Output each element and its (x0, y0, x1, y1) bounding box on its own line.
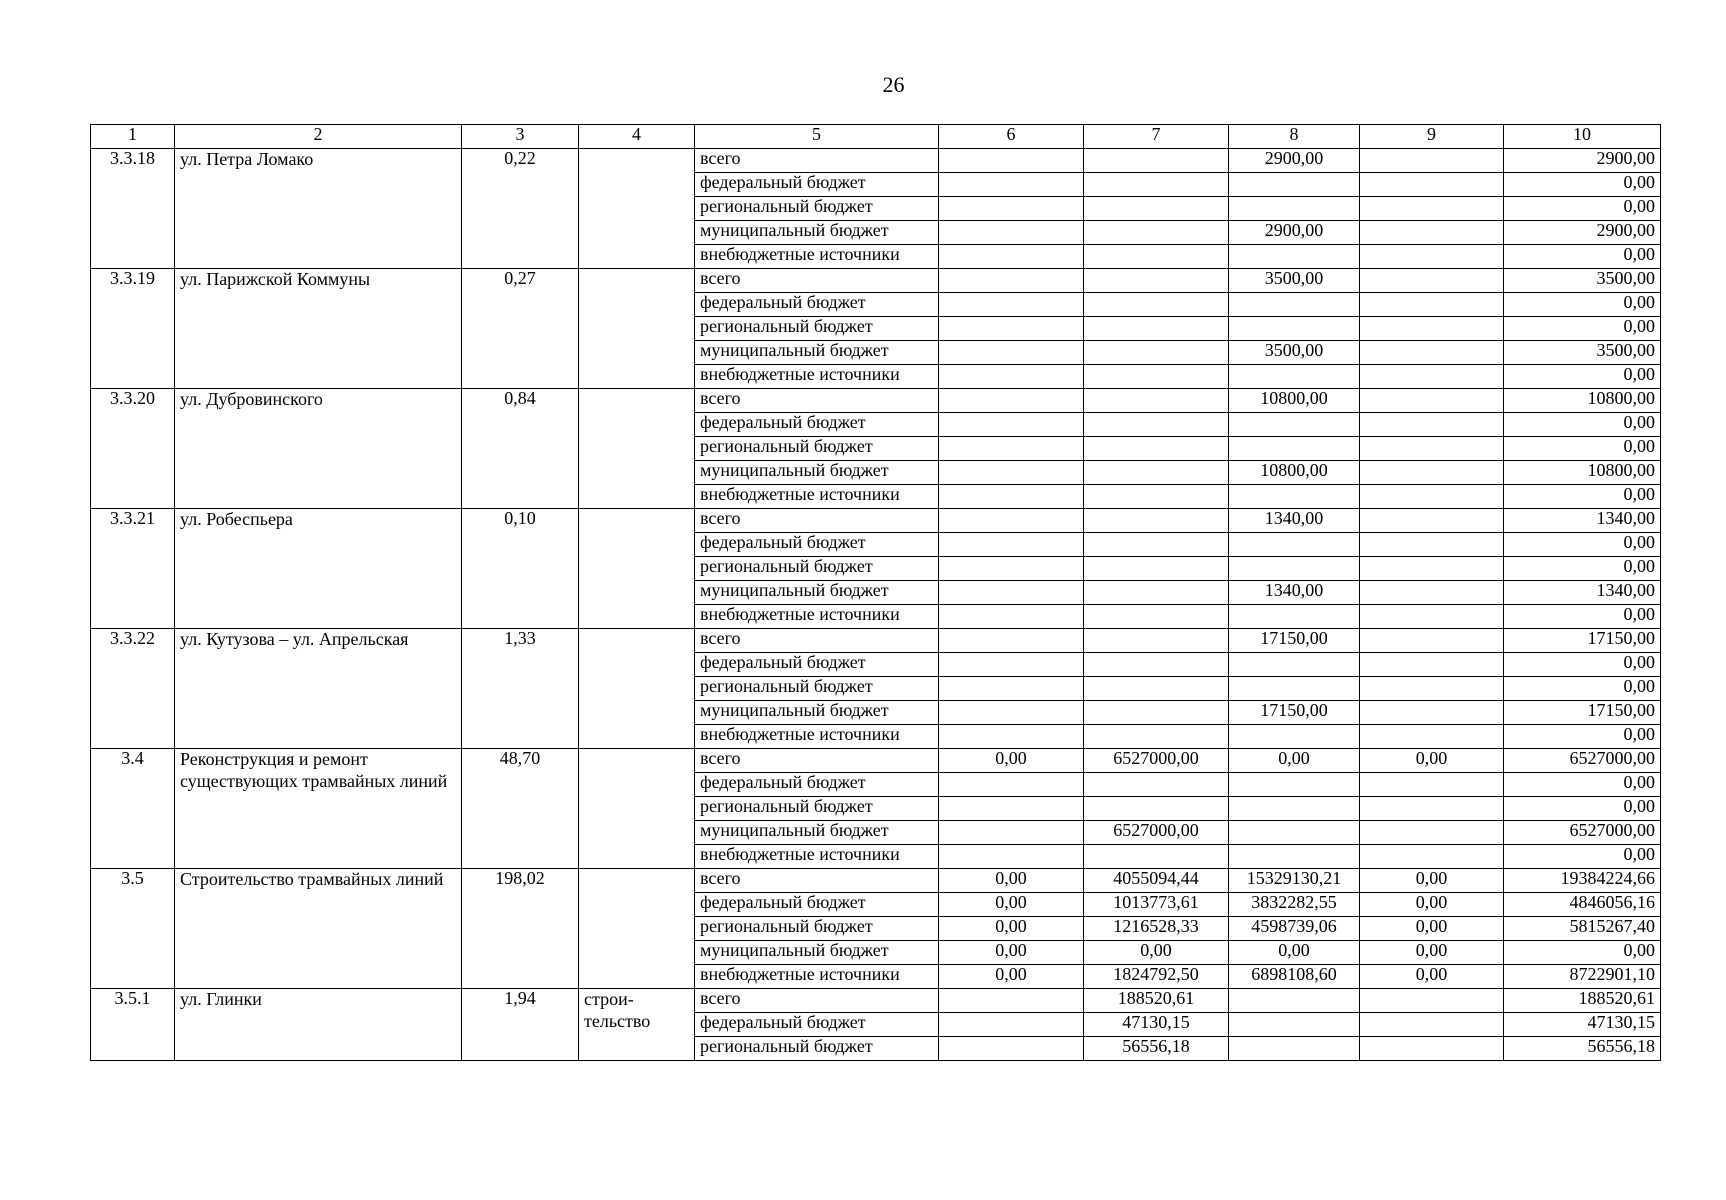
value-col-10: 6527000,00 (1504, 749, 1661, 773)
item-length: 0,27 (462, 269, 579, 389)
value-col-10: 0,00 (1504, 773, 1661, 797)
table-row (91, 869, 1661, 893)
funding-source: всего (695, 869, 939, 893)
value-col-7: 0,00 (1084, 941, 1229, 965)
value-col-6 (939, 509, 1084, 533)
value-col-6 (939, 389, 1084, 413)
table-row (91, 149, 1661, 173)
table-body (91, 149, 1661, 1061)
item-name: ул. Дубровинского (175, 389, 462, 509)
value-col-9 (1360, 365, 1504, 389)
value-col-6 (939, 773, 1084, 797)
value-col-8 (1229, 653, 1360, 677)
value-col-6 (939, 461, 1084, 485)
value-col-6 (939, 437, 1084, 461)
value-col-10: 0,00 (1504, 677, 1661, 701)
value-col-8: 0,00 (1229, 941, 1360, 965)
funding-source: региональный бюджет (695, 197, 939, 221)
value-col-10: 0,00 (1504, 413, 1661, 437)
table-row (91, 269, 1661, 293)
value-col-9 (1360, 1037, 1504, 1061)
value-col-6 (939, 1037, 1084, 1061)
value-col-7 (1084, 629, 1229, 653)
item-length: 1,94 (462, 989, 579, 1061)
table-row (91, 749, 1661, 773)
value-col-10: 0,00 (1504, 605, 1661, 629)
value-col-10: 3500,00 (1504, 341, 1661, 365)
item-work-type (579, 149, 695, 269)
item-work-type (579, 869, 695, 989)
funding-source: муниципальный бюджет (695, 941, 939, 965)
value-col-9 (1360, 389, 1504, 413)
value-col-8 (1229, 725, 1360, 749)
value-col-10: 6527000,00 (1504, 821, 1661, 845)
funding-source: всего (695, 269, 939, 293)
value-col-9 (1360, 269, 1504, 293)
funding-source: муниципальный бюджет (695, 221, 939, 245)
value-col-9: 0,00 (1360, 749, 1504, 773)
value-col-10: 17150,00 (1504, 629, 1661, 653)
value-col-7: 1216528,33 (1084, 917, 1229, 941)
value-col-9 (1360, 773, 1504, 797)
value-col-10: 17150,00 (1504, 701, 1661, 725)
value-col-10: 0,00 (1504, 365, 1661, 389)
item-work-type (579, 269, 695, 389)
value-col-7 (1084, 653, 1229, 677)
funding-source: региональный бюджет (695, 557, 939, 581)
value-col-6: 0,00 (939, 917, 1084, 941)
value-col-6 (939, 989, 1084, 1013)
value-col-8: 0,00 (1229, 749, 1360, 773)
value-col-9 (1360, 989, 1504, 1013)
value-col-10: 0,00 (1504, 245, 1661, 269)
item-length: 0,22 (462, 149, 579, 269)
funding-source: всего (695, 749, 939, 773)
funding-source: внебюджетные источники (695, 485, 939, 509)
item-name: ул. Глинки (175, 989, 462, 1061)
value-col-8 (1229, 365, 1360, 389)
column-header-1: 1 (91, 125, 175, 149)
value-col-10: 0,00 (1504, 941, 1661, 965)
value-col-6 (939, 533, 1084, 557)
value-col-7 (1084, 365, 1229, 389)
item-number: 3.5 (91, 869, 175, 989)
item-name: ул. Кутузова – ул. Апрельская (175, 629, 462, 749)
item-number: 3.3.19 (91, 269, 175, 389)
value-col-7 (1084, 581, 1229, 605)
value-col-10: 0,00 (1504, 437, 1661, 461)
value-col-8: 3500,00 (1229, 341, 1360, 365)
column-header-5: 5 (695, 125, 939, 149)
column-header-9: 9 (1360, 125, 1504, 149)
value-col-6 (939, 701, 1084, 725)
value-col-7 (1084, 173, 1229, 197)
item-work-type (579, 749, 695, 869)
value-col-8: 3500,00 (1229, 269, 1360, 293)
item-name: ул. Петра Ломако (175, 149, 462, 269)
value-col-6 (939, 149, 1084, 173)
value-col-8 (1229, 989, 1360, 1013)
value-col-7 (1084, 725, 1229, 749)
value-col-7 (1084, 533, 1229, 557)
value-col-9 (1360, 437, 1504, 461)
value-col-9: 0,00 (1360, 869, 1504, 893)
value-col-10: 0,00 (1504, 653, 1661, 677)
column-header-8: 8 (1229, 125, 1360, 149)
item-number: 3.5.1 (91, 989, 175, 1061)
value-col-6 (939, 677, 1084, 701)
funding-source: региональный бюджет (695, 797, 939, 821)
value-col-6 (939, 269, 1084, 293)
value-col-7 (1084, 269, 1229, 293)
value-col-7 (1084, 221, 1229, 245)
value-col-7 (1084, 293, 1229, 317)
value-col-8: 6898108,60 (1229, 965, 1360, 989)
funding-source: внебюджетные источники (695, 245, 939, 269)
value-col-7: 1824792,50 (1084, 965, 1229, 989)
value-col-6: 0,00 (939, 893, 1084, 917)
value-col-10: 0,00 (1504, 317, 1661, 341)
table-row (91, 509, 1661, 533)
value-col-8 (1229, 413, 1360, 437)
budget-table (90, 124, 1661, 1061)
value-col-10: 0,00 (1504, 293, 1661, 317)
page-number: 26 (882, 72, 905, 97)
value-col-9 (1360, 653, 1504, 677)
value-col-8 (1229, 485, 1360, 509)
value-col-9: 0,00 (1360, 917, 1504, 941)
value-col-8 (1229, 1013, 1360, 1037)
value-col-6 (939, 557, 1084, 581)
value-col-9 (1360, 341, 1504, 365)
item-name: Реконструкция и ремонт существующих трамвайных линий (175, 749, 462, 869)
funding-source: внебюджетные источники (695, 605, 939, 629)
funding-source: муниципальный бюджет (695, 581, 939, 605)
funding-source: муниципальный бюджет (695, 461, 939, 485)
value-col-9 (1360, 677, 1504, 701)
value-col-8 (1229, 533, 1360, 557)
value-col-9: 0,00 (1360, 941, 1504, 965)
value-col-7: 47130,15 (1084, 1013, 1229, 1037)
funding-source: региональный бюджет (695, 437, 939, 461)
column-header-6: 6 (939, 125, 1084, 149)
table-header (91, 125, 1661, 149)
item-name: ул. Парижской Коммуны (175, 269, 462, 389)
value-col-9 (1360, 533, 1504, 557)
value-col-8 (1229, 173, 1360, 197)
funding-source: всего (695, 509, 939, 533)
value-col-10: 47130,15 (1504, 1013, 1661, 1037)
value-col-7: 188520,61 (1084, 989, 1229, 1013)
funding-source: федеральный бюджет (695, 413, 939, 437)
value-col-7: 56556,18 (1084, 1037, 1229, 1061)
funding-source: муниципальный бюджет (695, 341, 939, 365)
value-col-6 (939, 653, 1084, 677)
item-work-type: строи-тельство (579, 989, 695, 1061)
value-col-6: 0,00 (939, 749, 1084, 773)
value-col-9 (1360, 797, 1504, 821)
value-col-8: 3832282,55 (1229, 893, 1360, 917)
value-col-10: 8722901,10 (1504, 965, 1661, 989)
value-col-7 (1084, 845, 1229, 869)
value-col-10: 4846056,16 (1504, 893, 1661, 917)
value-col-10: 0,00 (1504, 173, 1661, 197)
value-col-7 (1084, 389, 1229, 413)
value-col-10: 188520,61 (1504, 989, 1661, 1013)
value-col-6 (939, 821, 1084, 845)
value-col-10: 0,00 (1504, 557, 1661, 581)
value-col-8 (1229, 197, 1360, 221)
value-col-6: 0,00 (939, 965, 1084, 989)
item-length: 48,70 (462, 749, 579, 869)
value-col-9 (1360, 221, 1504, 245)
value-col-6 (939, 245, 1084, 269)
value-col-9 (1360, 485, 1504, 509)
item-work-type (579, 629, 695, 749)
value-col-7: 1013773,61 (1084, 893, 1229, 917)
value-col-6 (939, 365, 1084, 389)
value-col-9 (1360, 821, 1504, 845)
value-col-8: 15329130,21 (1229, 869, 1360, 893)
value-col-8 (1229, 605, 1360, 629)
item-length: 0,10 (462, 509, 579, 629)
value-col-7 (1084, 797, 1229, 821)
value-col-10: 2900,00 (1504, 149, 1661, 173)
funding-source: всего (695, 989, 939, 1013)
value-col-7 (1084, 773, 1229, 797)
value-col-10: 1340,00 (1504, 509, 1661, 533)
value-col-8: 2900,00 (1229, 149, 1360, 173)
value-col-7: 6527000,00 (1084, 821, 1229, 845)
funding-source: муниципальный бюджет (695, 701, 939, 725)
funding-source: региональный бюджет (695, 317, 939, 341)
value-col-7 (1084, 605, 1229, 629)
value-col-6 (939, 845, 1084, 869)
value-col-8 (1229, 437, 1360, 461)
value-col-10: 5815267,40 (1504, 917, 1661, 941)
column-header-2: 2 (175, 125, 462, 149)
value-col-9 (1360, 173, 1504, 197)
funding-source: федеральный бюджет (695, 773, 939, 797)
value-col-10: 0,00 (1504, 485, 1661, 509)
value-col-10: 1340,00 (1504, 581, 1661, 605)
value-col-7 (1084, 461, 1229, 485)
funding-source: федеральный бюджет (695, 653, 939, 677)
value-col-6 (939, 317, 1084, 341)
value-col-6 (939, 173, 1084, 197)
value-col-9 (1360, 605, 1504, 629)
value-col-6 (939, 725, 1084, 749)
value-col-9 (1360, 701, 1504, 725)
funding-source: федеральный бюджет (695, 173, 939, 197)
value-col-7 (1084, 437, 1229, 461)
column-header-7: 7 (1084, 125, 1229, 149)
value-col-7: 6527000,00 (1084, 749, 1229, 773)
column-header-3: 3 (462, 125, 579, 149)
item-number: 3.3.21 (91, 509, 175, 629)
value-col-9 (1360, 149, 1504, 173)
value-col-10: 10800,00 (1504, 389, 1661, 413)
value-col-8: 4598739,06 (1229, 917, 1360, 941)
item-work-type (579, 389, 695, 509)
value-col-6 (939, 293, 1084, 317)
item-name: ул. Робеспьера (175, 509, 462, 629)
value-col-8 (1229, 773, 1360, 797)
value-col-8: 1340,00 (1229, 509, 1360, 533)
value-col-9 (1360, 461, 1504, 485)
column-header-4: 4 (579, 125, 695, 149)
value-col-7 (1084, 317, 1229, 341)
funding-source: всего (695, 629, 939, 653)
item-name: Строительство трамвайных линий (175, 869, 462, 989)
value-col-10: 3500,00 (1504, 269, 1661, 293)
funding-source: всего (695, 149, 939, 173)
value-col-10: 0,00 (1504, 797, 1661, 821)
value-col-7 (1084, 557, 1229, 581)
value-col-10: 19384224,66 (1504, 869, 1661, 893)
value-col-7 (1084, 149, 1229, 173)
value-col-9 (1360, 293, 1504, 317)
value-col-8 (1229, 797, 1360, 821)
value-col-9 (1360, 725, 1504, 749)
value-col-6: 0,00 (939, 941, 1084, 965)
value-col-7 (1084, 245, 1229, 269)
value-col-6 (939, 797, 1084, 821)
funding-source: внебюджетные источники (695, 725, 939, 749)
item-length: 0,84 (462, 389, 579, 509)
item-work-type (579, 509, 695, 629)
item-number: 3.3.20 (91, 389, 175, 509)
table-row (91, 389, 1661, 413)
funding-source: федеральный бюджет (695, 533, 939, 557)
table-row (91, 629, 1661, 653)
value-col-10: 10800,00 (1504, 461, 1661, 485)
value-col-8 (1229, 293, 1360, 317)
value-col-6 (939, 341, 1084, 365)
item-length: 198,02 (462, 869, 579, 989)
value-col-9 (1360, 413, 1504, 437)
value-col-6 (939, 197, 1084, 221)
value-col-6 (939, 1013, 1084, 1037)
funding-source: муниципальный бюджет (695, 821, 939, 845)
value-col-8 (1229, 245, 1360, 269)
value-col-9 (1360, 245, 1504, 269)
value-col-10: 56556,18 (1504, 1037, 1661, 1061)
value-col-7 (1084, 341, 1229, 365)
value-col-8 (1229, 557, 1360, 581)
value-col-7 (1084, 677, 1229, 701)
value-col-9 (1360, 509, 1504, 533)
funding-source: внебюджетные источники (695, 365, 939, 389)
funding-source: всего (695, 389, 939, 413)
value-col-7 (1084, 413, 1229, 437)
funding-source: внебюджетные источники (695, 965, 939, 989)
table-row (91, 989, 1661, 1013)
item-number: 3.4 (91, 749, 175, 869)
value-col-10: 0,00 (1504, 845, 1661, 869)
value-col-8: 2900,00 (1229, 221, 1360, 245)
value-col-6 (939, 413, 1084, 437)
value-col-10: 0,00 (1504, 725, 1661, 749)
value-col-8 (1229, 677, 1360, 701)
funding-source: региональный бюджет (695, 1037, 939, 1061)
value-col-7 (1084, 197, 1229, 221)
value-col-7 (1084, 701, 1229, 725)
value-col-8 (1229, 821, 1360, 845)
value-col-9 (1360, 317, 1504, 341)
value-col-9 (1360, 1013, 1504, 1037)
funding-source: федеральный бюджет (695, 1013, 939, 1037)
funding-source: региональный бюджет (695, 917, 939, 941)
value-col-9 (1360, 557, 1504, 581)
value-col-6 (939, 605, 1084, 629)
funding-source: региональный бюджет (695, 677, 939, 701)
item-number: 3.3.18 (91, 149, 175, 269)
value-col-8 (1229, 1037, 1360, 1061)
value-col-8 (1229, 317, 1360, 341)
value-col-6 (939, 221, 1084, 245)
value-col-6 (939, 485, 1084, 509)
value-col-10: 0,00 (1504, 533, 1661, 557)
item-length: 1,33 (462, 629, 579, 749)
value-col-8: 1340,00 (1229, 581, 1360, 605)
value-col-8: 10800,00 (1229, 389, 1360, 413)
value-col-7 (1084, 485, 1229, 509)
value-col-6 (939, 581, 1084, 605)
value-col-10: 0,00 (1504, 197, 1661, 221)
value-col-8: 10800,00 (1229, 461, 1360, 485)
value-col-6 (939, 629, 1084, 653)
value-col-10: 2900,00 (1504, 221, 1661, 245)
value-col-8: 17150,00 (1229, 701, 1360, 725)
value-col-9 (1360, 581, 1504, 605)
funding-source: федеральный бюджет (695, 293, 939, 317)
header-row (91, 125, 1661, 149)
value-col-9 (1360, 629, 1504, 653)
value-col-6: 0,00 (939, 869, 1084, 893)
value-col-7 (1084, 509, 1229, 533)
value-col-7: 4055094,44 (1084, 869, 1229, 893)
value-col-9: 0,00 (1360, 965, 1504, 989)
item-number: 3.3.22 (91, 629, 175, 749)
value-col-9 (1360, 845, 1504, 869)
funding-source: федеральный бюджет (695, 893, 939, 917)
value-col-9 (1360, 197, 1504, 221)
value-col-9: 0,00 (1360, 893, 1504, 917)
value-col-8: 17150,00 (1229, 629, 1360, 653)
column-header-10: 10 (1504, 125, 1661, 149)
funding-source: внебюджетные источники (695, 845, 939, 869)
value-col-8 (1229, 845, 1360, 869)
